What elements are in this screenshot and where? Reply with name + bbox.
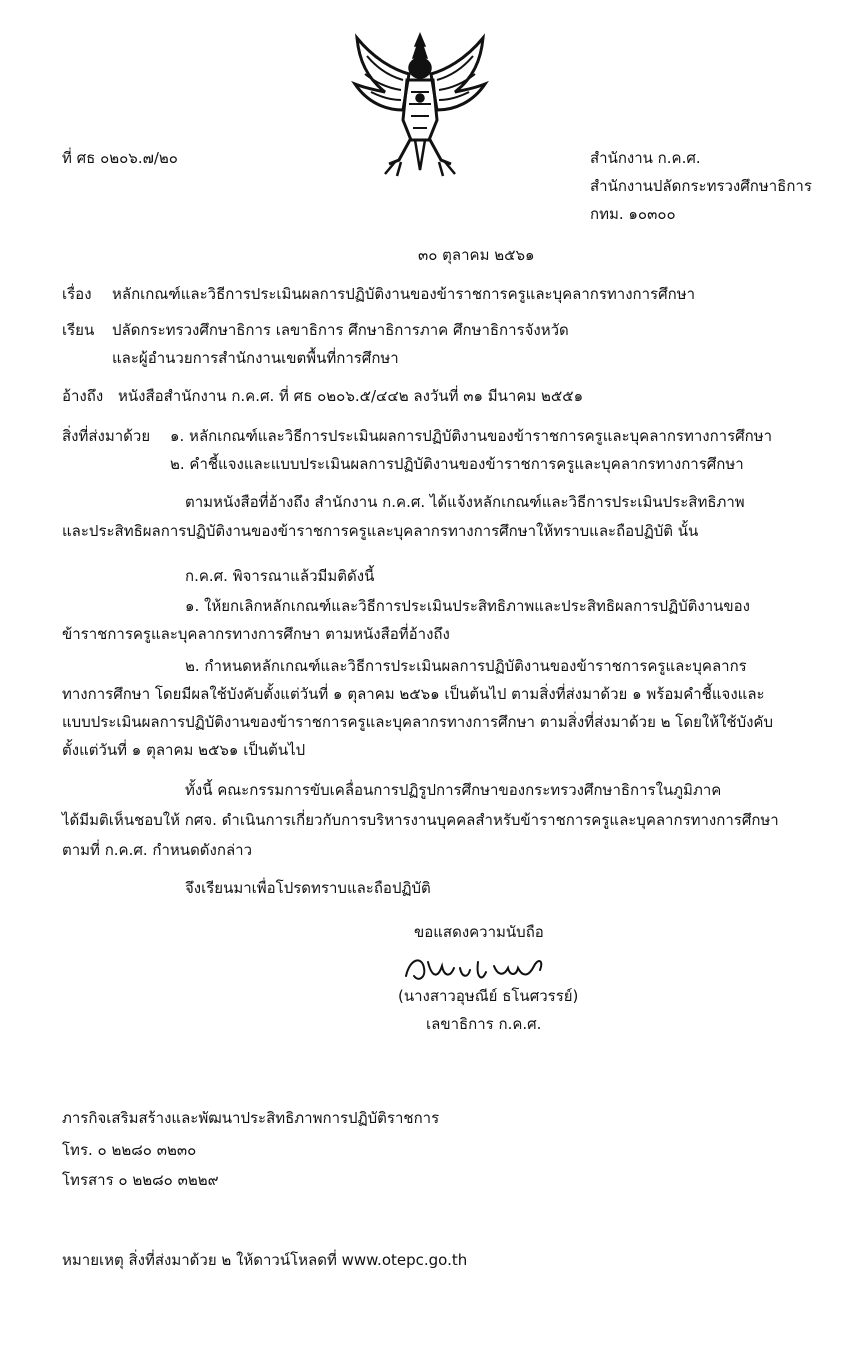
document-number: ที่ ศธ ๐๒๐๖.๗/๒๐ <box>62 149 178 167</box>
body-p5-line-3: ตามที่ ก.ค.ศ. กำหนดดังกล่าว <box>62 841 252 859</box>
garuda-emblem-icon <box>345 30 495 178</box>
subject-text: หลักเกณฑ์และวิธีการประเมินผลการปฏิบัติงานของข้าราชการครูและบุคลากรทางการศึกษา <box>112 285 696 303</box>
body-p5-line-1: ทั้งนี้ คณะกรรมการขับเคลื่อนการปฏิรูปการศึกษาของกระทรวงศึกษาธิการในภูมิภาค <box>185 781 722 799</box>
footer-department: ภารกิจเสริมสร้างและพัฒนาประสิทธิภาพการปฏิบัติราชการ <box>62 1109 440 1127</box>
addressee-label: เรียน <box>62 321 95 339</box>
handwritten-signature <box>398 948 558 988</box>
reference-text: หนังสือสำนักงาน ก.ค.ศ. ที่ ศธ ๐๒๐๖.๕/๔๔๒ ลงวันที่ ๓๑ มีนาคม ๒๕๕๑ <box>118 387 584 405</box>
footer-fax: โทรสาร ๐ ๒๒๘๐ ๓๒๒๙ <box>62 1171 219 1189</box>
document-date: ๓๐ ตุลาคม ๒๕๖๑ <box>418 246 535 264</box>
complimentary-close: ขอแสดงความนับถือ <box>414 923 544 941</box>
body-p1-line-1: ตามหนังสือที่อ้างถึง สำนักงาน ก.ค.ศ. ได้แจ้งหลักเกณฑ์และวิธีการประเมินประสิทธิภาพ <box>185 493 745 511</box>
addressee-line-2: และผู้อำนวยการสำนักงานเขตพื้นที่การศึกษา <box>112 349 399 367</box>
body-p4-line-2: ทางการศึกษา โดยมีผลใช้บังคับตั้งแต่วันที่ ๑ ตุลาคม ๒๕๖๑ เป็นต้นไป ตามสิ่งที่ส่งมาด้วย ๑ พร้อมคำชี้แจงและ <box>62 685 765 703</box>
enclosure-item-2: ๒. คำชี้แจงและแบบประเมินผลการปฏิบัติงานของข้าราชการครูและบุคลากรทางการศึกษา <box>170 455 744 473</box>
subject-label: เรื่อง <box>62 285 92 303</box>
footer-note: หมายเหตุ สิ่งที่ส่งมาด้วย ๒ ให้ดาวน์โหลดที่ www.otepc.go.th <box>62 1251 468 1269</box>
addressee-line-1: ปลัดกระทรวงศึกษาธิการ เลขาธิการ ศึกษาธิการภาค ศึกษาธิการจังหวัด <box>112 321 569 339</box>
body-p5-line-2: ได้มีมติเห็นชอบให้ กศจ. ดำเนินการเกี่ยวกับการบริหารงานบุคคลสำหรับข้าราชการครูและบุคลากรทางการศึกษา <box>62 811 779 829</box>
body-p2-line-1: ก.ค.ศ. พิจารณาแล้วมีมติดังนี้ <box>185 567 375 585</box>
footer-phone: โทร. ๐ ๒๒๘๐ ๓๒๓๐ <box>62 1141 197 1159</box>
signatory-position: เลขาธิการ ก.ค.ศ. <box>426 1015 542 1033</box>
office-name: สำนักงาน ก.ค.ศ. <box>590 149 701 167</box>
body-p4-line-4: ตั้งแต่วันที่ ๑ ตุลาคม ๒๕๖๑ เป็นต้นไป <box>62 741 306 759</box>
body-p3-line-2: ข้าราชการครูและบุคลากรทางการศึกษา ตามหนังสือที่อ้างถึง <box>62 625 450 643</box>
body-p3-line-1: ๑. ให้ยกเลิกหลักเกณฑ์และวิธีการประเมินประสิทธิภาพและประสิทธิผลการปฏิบัติงานของ <box>185 597 751 615</box>
body-p1-line-2: และประสิทธิผลการปฏิบัติงานของข้าราชการครูและบุคลากรทางการศึกษาให้ทราบและถือปฏิบัติ นั้น <box>62 522 699 540</box>
reference-label: อ้างถึง <box>62 387 104 405</box>
office-ministry: สำนักงานปลัดกระทรวงศึกษาธิการ <box>590 177 812 195</box>
signatory-name: (นางสาวอุษณีย์ ธโนศวรรย์) <box>398 987 579 1005</box>
body-p4-line-3: แบบประเมินผลการปฏิบัติงานของข้าราชการครูและบุคลากรทางการศึกษา ตามสิ่งที่ส่งมาด้วย ๒ โดยให้ใช้บังคับ <box>62 713 773 731</box>
body-p4-line-1: ๒. กำหนดหลักเกณฑ์และวิธีการประเมินผลการปฏิบัติงานของข้าราชการครูและบุคลากร <box>185 657 747 675</box>
enclosure-item-1: ๑. หลักเกณฑ์และวิธีการประเมินผลการปฏิบัติงานของข้าราชการครูและบุคลากรทางการศึกษา <box>170 427 773 445</box>
office-postcode: กทม. ๑๐๓๐๐ <box>590 205 676 223</box>
enclosures-label: สิ่งที่ส่งมาด้วย <box>62 427 151 445</box>
closing-request: จึงเรียนมาเพื่อโปรดทราบและถือปฏิบัติ <box>185 879 431 897</box>
